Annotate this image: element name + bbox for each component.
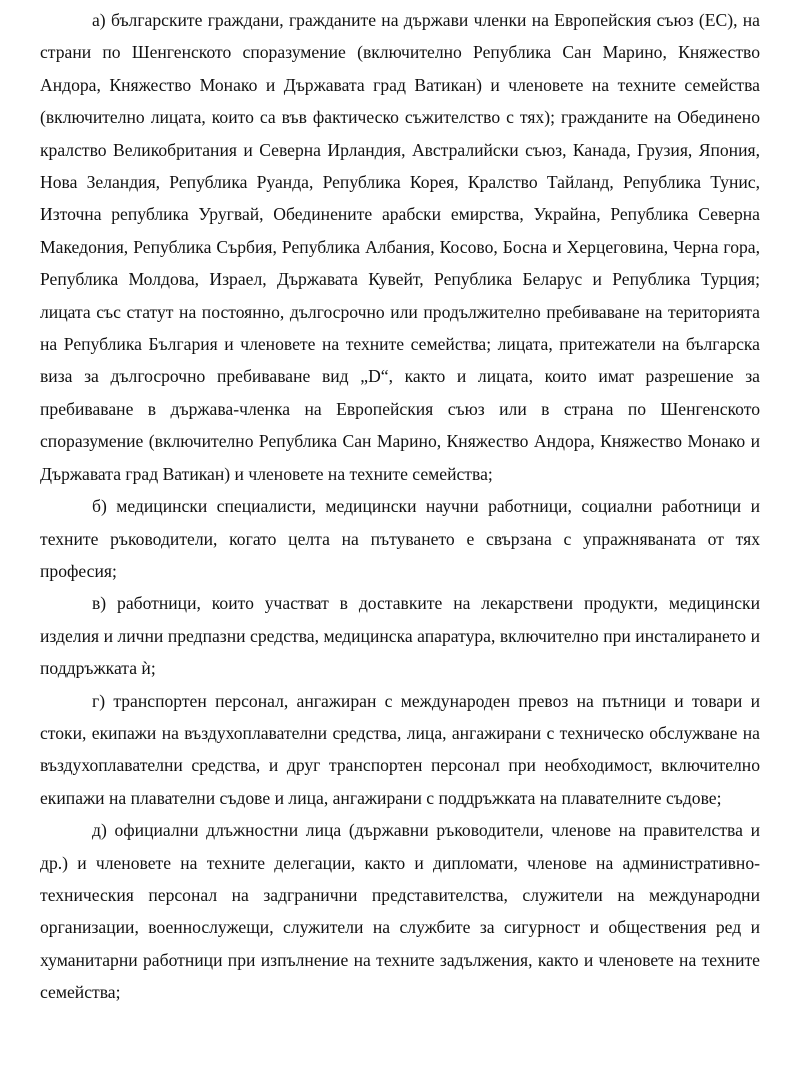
- paragraph-v: в) работници, които участват в доставките на лекарствени продукти, медицински изделия и лични предпазни средства, медицинска апаратура, включително при инсталирането и поддръжката ѝ;: [40, 593, 760, 679]
- paragraph-d: д) официални длъжностни лица (държавни ръководители, членове на правителства и др.) и членовете на техните делегации, както и дипломати, членове на административно-техническия персонал на задгранични представителства, служители на международни организации, военнослужещи, служители на службите за сигурност и обществения ред и хуманитарни работници при изпълнение на техните задължения, както и членовете на техните семейства;: [40, 820, 760, 1003]
- paragraph-b: б) медицински специалисти, медицински научни работници, социални работници и техните ръководители, когато целта на пътуването е свързана с упражняваната от тях професия;: [40, 496, 760, 581]
- paragraph-g: г) транспортен персонал, ангажиран с международен превоз на пътници и товари и стоки, екипажи на въздухоплавателни средства, лица, ангажирани с техническо обслужване на въздухоплавателни средства, и друг транспортен персонал при необходимост, включително екипажи на плавателни съдове и лица, ангажирани с поддръжката на плавателните съдове;: [40, 690, 760, 808]
- paragraph-a: а) българските граждани, гражданите на държави членки на Европейския съюз (ЕС), на страни по Шенгенското споразумение (включително Република Сан Марино, Княжество Андора, Княжество Монако и Държавата град Ватикан) и членовете на техните семейства (включително лицата, които са във фактическо съжителство с тях); гражданите на Обединено кралство Великобритания и Северна Ирландия, Австралийски съюз, Канада, Грузия, Япония, Нова Зеландия, Република Руанда, Република Корея, Кралство Тайланд, Република Тунис, Източна република Уругвай, Обединените арабски емирства, Украйна, Република Северна Македония, Република Сърбия, Република Албания, Косово, Босна и Херцеговина, Черна гора, Република Молдова, Израел, Държавата Кувейт, Република Беларус и Република Турция; лицата със статут на постоянно, дългосрочно или продължително пребиваване на територията на Република България и членовете на техните семейства; лицата, притежатели на българска виза за дългосрочно пребиваване вид „D“, както и лицата, които имат разрешение за пребиваване в държава-членка на Европейския съюз или в страна по Шенгенското споразумение (включително Република Сан Марино, Княжество Андора, Княжество Монако и Държавата град Ватикан) и членовете на техните семейства;: [40, 10, 760, 484]
